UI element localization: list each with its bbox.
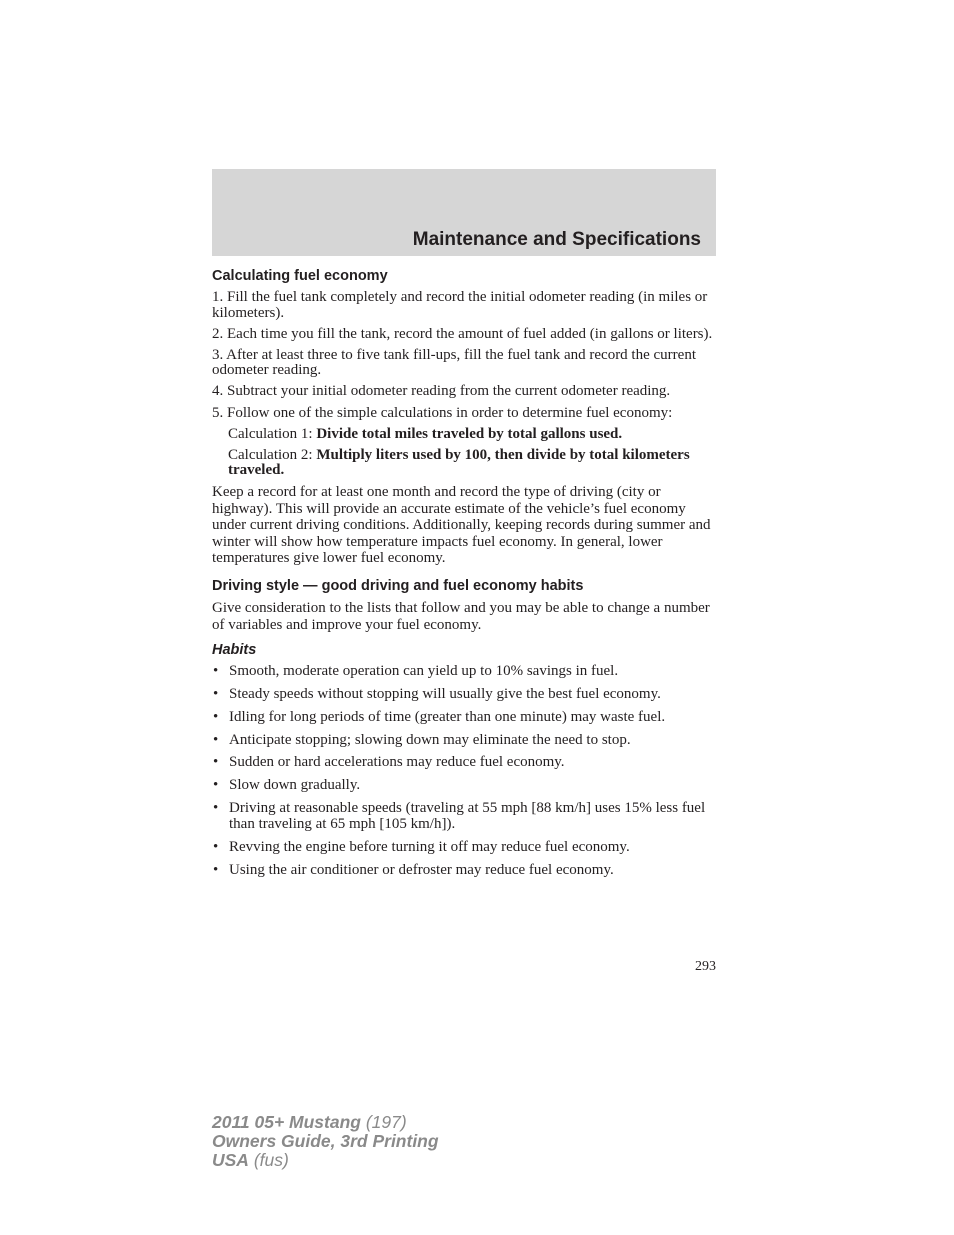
list-item: [212, 839, 718, 855]
list-item: [212, 777, 718, 793]
footer-market-code: (fus): [248, 1150, 289, 1170]
calculation-1: [212, 427, 718, 443]
bullet-icon: •: [213, 663, 219, 680]
heading-calculating-fuel-economy: Calculating fuel economy: [212, 268, 388, 284]
list-item-text: Using the air conditioner or defroster may reduce fuel economy.: [229, 861, 614, 878]
footer-printing: Owners Guide, 3rd Printing: [212, 1131, 439, 1151]
bullet-icon: •: [213, 861, 219, 878]
footer-market: USA: [212, 1150, 249, 1170]
heading-driving-style: Driving style — good driving and fuel economy habits: [212, 578, 584, 595]
footer-line-1: [212, 1113, 439, 1132]
bullet-icon: •: [213, 838, 219, 855]
step-2: 2. Each time you fill the tank, record the amount of fuel added (in gallons or liters).: [212, 325, 713, 342]
footer-line-3: [212, 1151, 439, 1170]
document-footer: [212, 1113, 439, 1170]
step-4: 4. Subtract your initial odometer reading from the current odometer reading.: [212, 383, 671, 400]
list-item: [212, 686, 718, 702]
list-item-text: Slow down gradually.: [229, 777, 361, 794]
calculation-2-text: Multiply liters used by 100, then divide by total kilometers traveled.: [228, 446, 690, 479]
list-item-text: Sudden or hard accelerations may reduce fuel economy.: [229, 754, 565, 771]
calculation-1-label: Calculation 1:: [228, 425, 317, 442]
step-1: 1. Fill the fuel tank completely and record the initial odometer reading (in miles or kilometers).: [212, 289, 708, 321]
list-item-text: Driving at reasonable speeds (traveling at 55 mph [88 km/h] uses 15% less fuel than traveling at 65 mph [105 km/h]).: [229, 800, 706, 833]
calculation-2: [212, 448, 718, 479]
list-item-text: Revving the engine before turning it off may reduce fuel economy.: [229, 838, 630, 855]
list-item-text: Steady speeds without stopping will usually give the best fuel economy.: [229, 686, 661, 703]
record-note: Keep a record for at least one month and record the type of driving (city or highway). This will provide an accurate estimate of the vehicle’s fuel economy under current driving conditions. Additionally, keeping records during summer and winter will show how temperature impacts fuel economy. In general, lower temperatures give lower fuel economy.: [212, 484, 711, 567]
footer-model: 2011 05+ Mustang: [212, 1112, 361, 1132]
calculation-2-label: Calculation 2:: [228, 446, 317, 463]
bullet-icon: •: [213, 708, 219, 725]
footer-line-2: [212, 1132, 439, 1151]
section-header-band: [212, 169, 716, 256]
bullet-icon: •: [213, 800, 219, 817]
list-item: [212, 800, 718, 832]
list-item-text: Idling for long periods of time (greater than one minute) may waste fuel.: [229, 708, 666, 725]
list-item: [212, 862, 718, 878]
footer-model-code: (197): [360, 1112, 407, 1132]
bullet-icon: •: [213, 754, 219, 771]
page-number: 293: [695, 959, 716, 974]
habits-list: [212, 663, 718, 877]
bullet-icon: •: [213, 686, 219, 703]
list-item: [212, 754, 718, 770]
bullet-icon: •: [213, 731, 219, 748]
list-item: [212, 732, 718, 748]
step-5: 5. Follow one of the simple calculations in order to determine fuel economy:: [212, 404, 673, 421]
calculation-1-text: Divide total miles traveled by total gallons used.: [316, 425, 623, 442]
section-title: Maintenance and Specifications: [412, 229, 701, 250]
bullet-icon: •: [213, 777, 219, 794]
list-item-text: Anticipate stopping; slowing down may eliminate the need to stop.: [229, 731, 631, 748]
heading-habits: Habits: [212, 642, 257, 659]
page-content: [212, 266, 718, 884]
list-item-text: Smooth, moderate operation can yield up to 10% savings in fuel.: [229, 663, 619, 680]
list-item: [212, 663, 718, 679]
step-3: 3. After at least three to five tank fill-ups, fill the fuel tank and record the current odometer reading.: [212, 346, 696, 379]
driving-style-intro: Give consideration to the lists that follow and you may be able to change a number of variables and improve your fuel economy.: [212, 600, 710, 633]
list-item: [212, 709, 718, 725]
